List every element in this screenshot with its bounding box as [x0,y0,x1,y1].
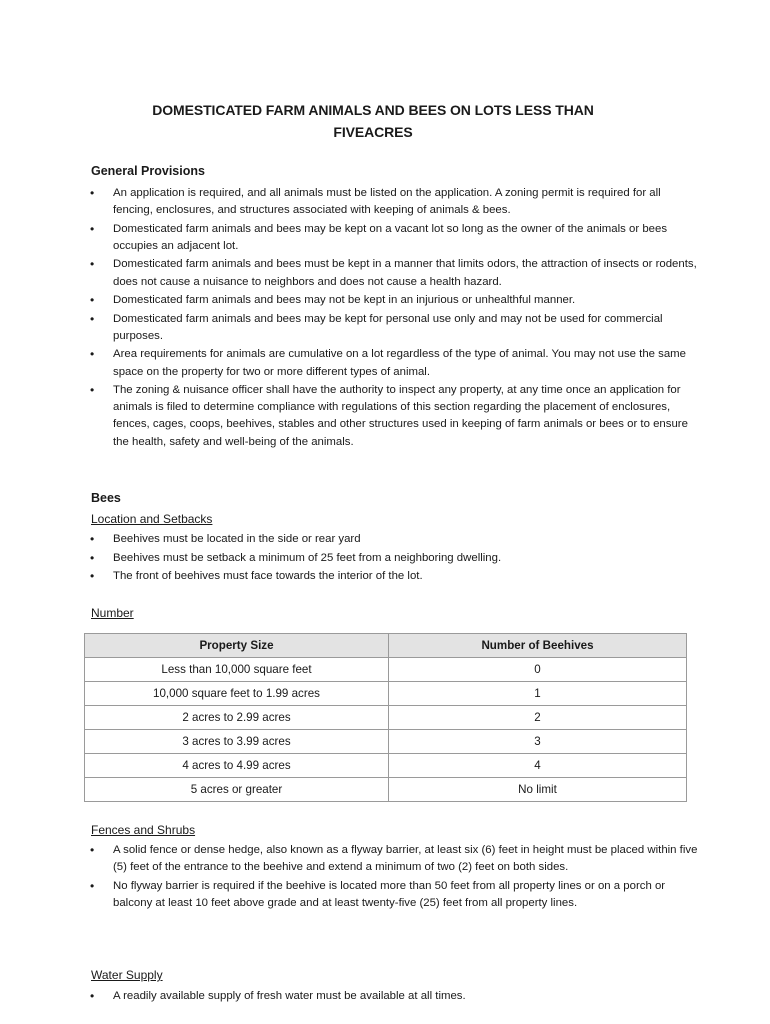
table-cell: Less than 10,000 square feet [85,658,389,682]
table-cell: 0 [389,658,687,682]
general-provisions-heading: General Provisions [91,164,205,178]
list-item: • Domesticated farm animals and bees must be kept in a manner that limits odors, the attraction of insects or rodents, does not cause a nuisance to neighbors and does not cause a health hazard. [90,256,700,290]
general-provisions-list [90,185,700,452]
location-setbacks-list [90,531,700,587]
number-heading: Number [91,606,134,620]
fences-shrubs-list [90,842,700,913]
list-item: • The zoning & nuisance officer shall have the authority to inspect any property, at any time once an application for animals is filed to determine compliance with regulations of this section regarding the placement of enclosures, fences, cages, coops, beehives, stables and other structures used in keeping of farm animals or bees or to ensure the health, safety and well-being of the animals. [90,382,700,451]
table-cell: 1 [389,682,687,706]
table-cell: No limit [389,778,687,802]
table-row [85,778,687,802]
list-item: • Domesticated farm animals and bees may not be kept in an injurious or unhealthful manner. [90,292,700,309]
list-item: • Domesticated farm animals and bees may be kept for personal use only and may not be used for commercial purposes. [90,311,700,345]
fences-shrubs-heading: Fences and Shrubs [91,823,196,837]
table-cell: 5 acres or greater [85,778,389,802]
table-cell: 4 [389,754,687,778]
table-row [85,706,687,730]
list-item: • An application is required, and all animals must be listed on the application. A zoning permit is required for all fencing, enclosures, and structures associated with keeping of animals & bees. [90,185,700,219]
column-header: Property Size [85,634,389,658]
list-item: • Domesticated farm animals and bees may be kept on a vacant lot so long as the owner of the animals or bees occupies an adjacent lot. [90,221,700,255]
table-row [85,754,687,778]
table-cell: 2 [389,706,687,730]
table-row [85,658,687,682]
water-supply-heading: Water Supply [91,968,163,982]
table-cell: 10,000 square feet to 1.99 acres [85,682,389,706]
table-cell: 4 acres to 4.99 acres [85,754,389,778]
water-supply-list [90,988,700,1007]
list-item: • A solid fence or dense hedge, also known as a flyway barrier, at least six (6) feet in height must be placed within five (5) feet of the entrance to the beehive and extend a minimum of two (2) feet on both sides. [90,842,700,876]
list-item: • The front of beehives must face towards the interior of the lot. [90,568,700,585]
list-item: • No flyway barrier is required if the beehive is located more than 50 feet from all property lines or on a porch or balcony at least 10 feet above grade and at least twenty-five (25) feet from all property lines. [90,878,700,912]
list-item: • Area requirements for animals are cumulative on a lot regardless of the type of animal. You may not use the same space on the property for two or more different types of animal. [90,346,700,380]
table-cell: 3 [389,730,687,754]
table-row [85,682,687,706]
beehive-number-table [84,633,687,802]
table-row [85,730,687,754]
location-setbacks-heading: Location and Setbacks [91,512,213,526]
list-item: • Beehives must be setback a minimum of 25 feet from a neighboring dwelling. [90,550,700,567]
table-cell: 3 acres to 3.99 acres [85,730,389,754]
table-header-row [85,634,687,658]
list-item: • Beehives must be located in the side or rear yard [90,531,700,548]
column-header: Number of Beehives [389,634,687,658]
table-cell: 2 acres to 2.99 acres [85,706,389,730]
list-item: • A readily available supply of fresh water must be available at all times. [90,988,700,1005]
document-title-line-1: DOMESTICATED FARM ANIMALS AND BEES ON LOTS LESS THAN [152,102,594,118]
bees-heading: Bees [91,491,121,505]
document-title-line-2: FIVEACRES [333,124,413,140]
